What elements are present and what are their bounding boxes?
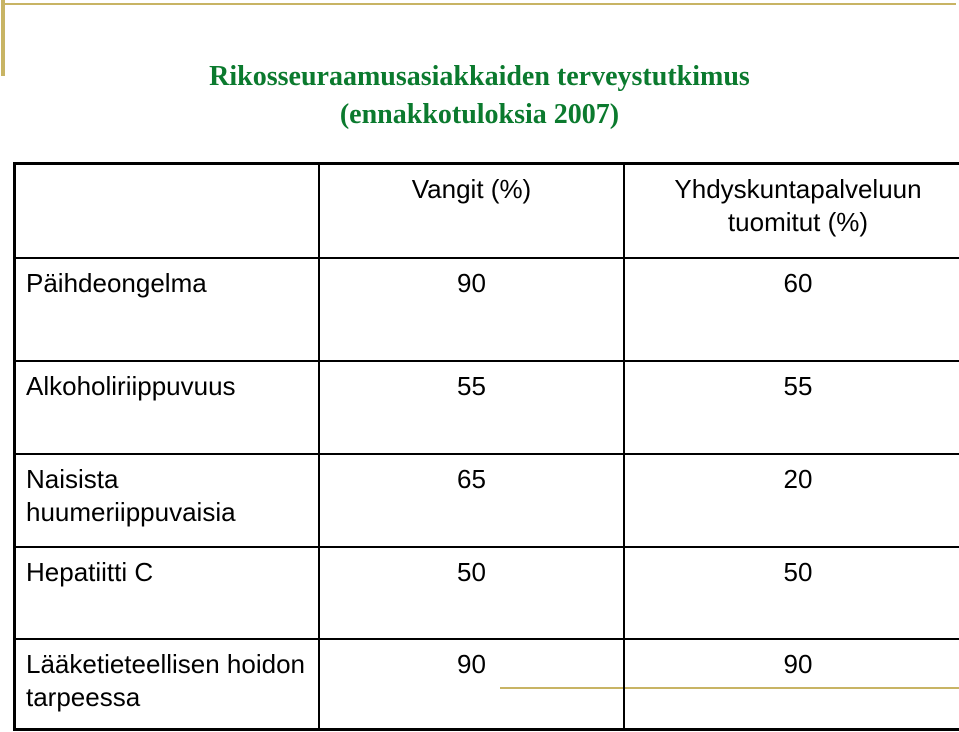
title-line-2: (ennakkotuloksia 2007) (339, 99, 620, 130)
cell-yhdyskunta: 55 (624, 361, 959, 454)
row-label: Alkoholiriippuvuus (15, 361, 320, 454)
row-label: Lääketieteellisen hoidon tarpeessa (15, 639, 320, 730)
cell-yhdyskunta: 50 (624, 547, 959, 639)
results-table (13, 162, 959, 731)
title-line-1: Rikosseuraamusasiakkaiden terveystutkimus (209, 61, 750, 92)
cell-vangit: 65 (319, 454, 624, 547)
page-title (0, 58, 959, 134)
row-label: Hepatiitti C (15, 547, 320, 639)
cell-vangit: 90 (319, 639, 624, 730)
header-cell-empty (15, 164, 320, 258)
header-cell-vangit: Vangit (%) (319, 164, 624, 258)
table-row (15, 361, 959, 454)
cell-yhdyskunta: 60 (624, 258, 959, 361)
cell-yhdyskunta: 90 (624, 639, 959, 730)
cell-vangit: 50 (319, 547, 624, 639)
decorative-top-line (1, 3, 956, 5)
cell-yhdyskunta: 20 (624, 454, 959, 547)
row-label: Päihdeongelma (15, 258, 320, 361)
table-header-row (15, 164, 959, 258)
cell-vangit: 55 (319, 361, 624, 454)
table-row (15, 639, 959, 730)
table-row (15, 547, 959, 639)
row-label: Naisista huumeriippuvaisia (15, 454, 320, 547)
header-cell-yhdyskunta: Yhdyskuntapalveluun tuomitut (%) (624, 164, 959, 258)
cell-vangit: 90 (319, 258, 624, 361)
table-row (15, 454, 959, 547)
table-row (15, 258, 959, 361)
